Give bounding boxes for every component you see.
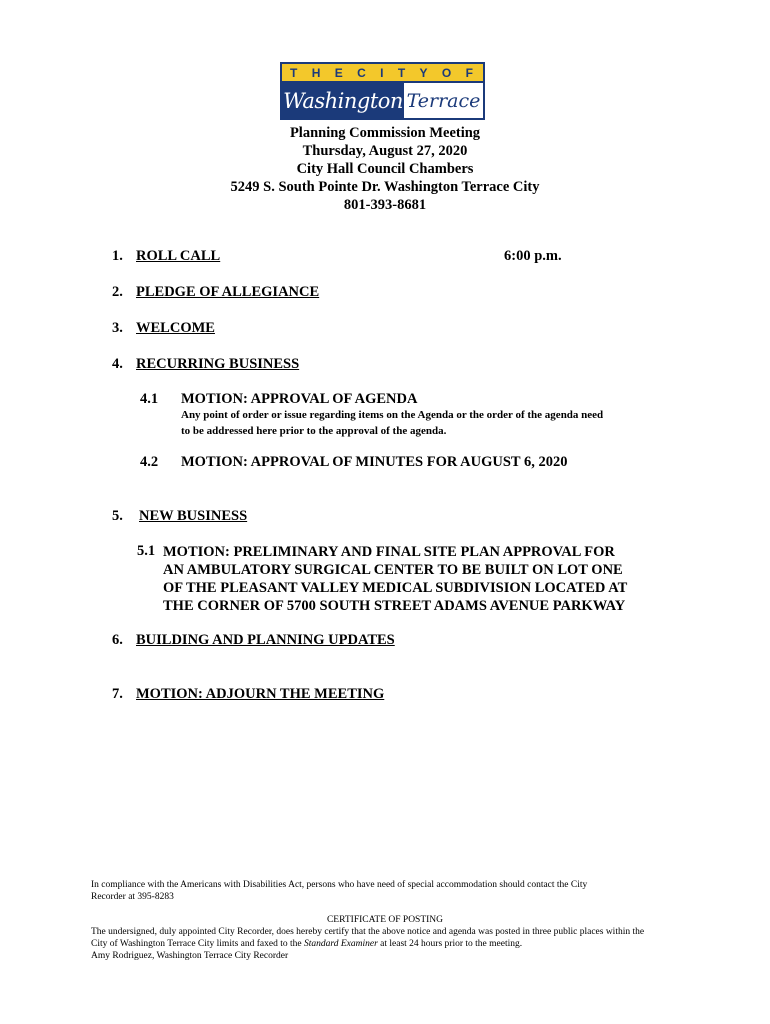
logo-letter: E [334,65,345,80]
sub-item-number: 4.2 [140,454,159,470]
item-number: 1. [112,248,123,264]
certificate-text-part: City of Washington Terrace City limits and faxed to the [91,939,304,949]
logo-letter: I [380,65,386,80]
agenda-item-recurring-business [112,356,300,373]
logo-letter: T [397,65,408,80]
agenda-item-new-business [112,508,248,525]
certificate-line [91,938,644,950]
agenda-item-adjourn [112,686,385,703]
logo-letter: C [357,65,368,80]
logo-letter: F [465,65,475,80]
item-number: 7. [112,686,123,702]
agenda-item-roll-call [112,248,221,265]
sub-item-number: 4.1 [140,391,159,407]
site-plan-line: AN AMBULATORY SURGICAL CENTER TO BE BUILT ON LOT ONE [163,562,623,578]
agenda-note-line1: Any point of order or issue regarding items on the Agenda or the order of the agenda need [181,409,604,421]
logo-top-band [282,64,483,83]
item-number: 4. [112,356,123,372]
logo-letter: Y [419,65,430,80]
certificate-text-part: at least 24 hours prior to the meeting. [377,939,523,949]
agenda-note-line2: to be addressed here prior to the approval of the agenda. [181,425,447,437]
sub-item-number: 5.1 [137,543,156,559]
logo-letter: H [311,65,323,80]
item-number: 3. [112,320,123,336]
meeting-date: Thursday, August 27, 2020 [302,143,468,159]
site-plan-line: THE CORNER OF 5700 SOUTH STREET ADAMS AVENUE PARKWAY [163,598,626,614]
site-plan-line: MOTION: PRELIMINARY AND FINAL SITE PLAN APPROVAL FOR [163,544,615,560]
sub-item-approval-agenda: MOTION: APPROVAL OF AGENDA [181,391,418,407]
item-label: MOTION: ADJOURN THE MEETING [136,686,385,702]
meeting-venue: City Hall Council Chambers [296,161,474,177]
certificate-text [91,926,644,962]
certificate-line: The undersigned, duly appointed City Recorder, does hereby certify that the above notice and agenda was posted in three public places within the [91,927,645,937]
item-label: BUILDING AND PLANNING UPDATES [136,632,395,648]
agenda-item-updates [112,632,395,649]
newspaper-name: Standard Examiner [304,939,378,949]
agenda-item-pledge [112,284,320,301]
item-label: NEW BUSINESS [139,508,248,524]
recorder-signature: Amy Rodriguez, Washington Terrace City Recorder [91,951,289,961]
meeting-phone: 801-393-8681 [343,197,427,213]
meeting-address: 5249 S. South Pointe Dr. Washington Terrace City [230,179,540,195]
item-number: 6. [112,632,123,648]
item-number: 2. [112,284,123,300]
item-number: 5. [112,508,123,524]
roll-call-time: 6:00 p.m. [504,248,562,264]
item-label: ROLL CALL [136,248,221,264]
meeting-title: Planning Commission Meeting [289,125,481,141]
sub-item-approval-minutes: MOTION: APPROVAL OF MINUTES FOR AUGUST 6, 2020 [181,454,568,470]
ada-notice [91,879,587,903]
site-plan-line: OF THE PLEASANT VALLEY MEDICAL SUBDIVISION LOCATED AT [163,580,628,596]
item-label: PLEDGE OF ALLEGIANCE [136,284,320,300]
meeting-header [0,124,770,214]
logo-terrace: Terrace [406,89,481,112]
logo-letter: O [441,65,454,80]
city-logo [280,62,485,120]
agenda-item-welcome [112,320,215,337]
logo-washington: Washington [282,83,404,118]
ada-line: In compliance with the Americans with Disabilities Act, persons who have need of special accommodation should contact the City [91,880,588,890]
sub-item-site-plan [163,543,627,615]
ada-line: Recorder at 395-8283 [91,892,174,902]
item-label: RECURRING BUSINESS [136,356,300,372]
certificate-title: CERTIFICATE OF POSTING [326,915,444,925]
logo-letter: T [290,65,300,80]
item-label: WELCOME [136,320,215,336]
